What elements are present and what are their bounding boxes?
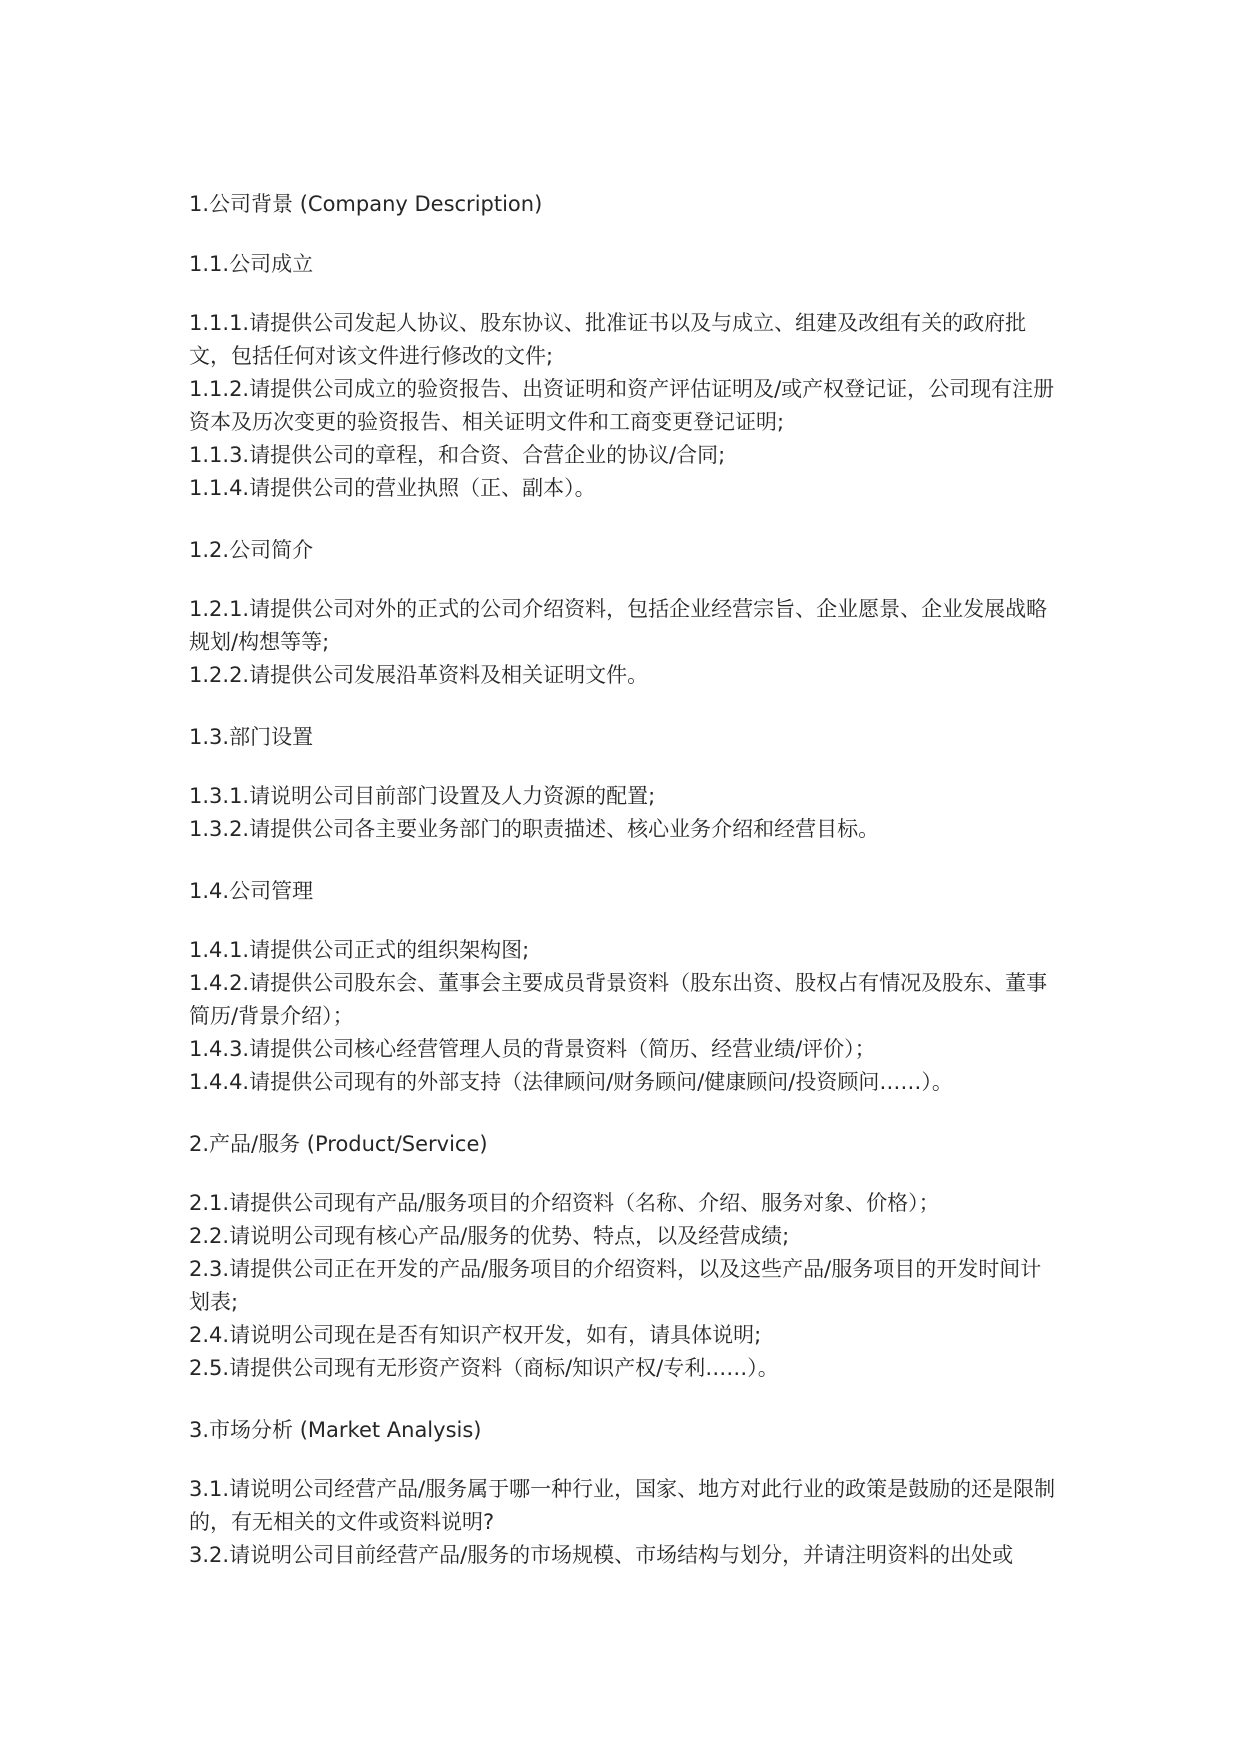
- section-heading: 1.公司背景 (Company Description): [189, 192, 543, 216]
- list-item: 1.2.1.请提供公司对外的正式的公司介绍资料，包括企业经营宗旨、企业愿景、企业发展战略规划/构想等等;: [189, 597, 1048, 654]
- list-item: 2.3.请提供公司正在开发的产品/服务项目的介绍资料，以及这些产品/服务项目的开发时间计划表;: [189, 1257, 1042, 1314]
- list-item: 1.4.2.请提供公司股东会、董事会主要成员背景资料（股东出资、股权占有情况及股东、董事简历/背景介绍）；: [189, 971, 1048, 1028]
- list-item: 2.2.请说明公司现有核心产品/服务的优势、特点，以及经营成绩;: [189, 1224, 790, 1248]
- item-list: [189, 1187, 1059, 1385]
- list-item: 1.2.2.请提供公司发展沿革资料及相关证明文件。: [189, 663, 649, 687]
- item-list: [189, 307, 1059, 505]
- item-list: [189, 1473, 1059, 1572]
- list-item: 3.2.请说明公司目前经营产品/服务的市场规模、市场结构与划分，并请注明资料的出处或: [189, 1543, 1014, 1567]
- section-market-analysis: [189, 1413, 1059, 1572]
- section-heading: 3.市场分析 (Market Analysis): [189, 1418, 482, 1442]
- document-page: [189, 187, 1059, 1572]
- list-item: 1.1.4.请提供公司的营业执照（正、副本）。: [189, 476, 596, 500]
- item-list: [189, 934, 1059, 1099]
- list-item: 3.1.请说明公司经营产品/服务属于哪一种行业，国家、地方对此行业的政策是鼓励的还是限制的，有无相关的文件或资料说明?: [189, 1477, 1056, 1534]
- subsection-heading: 1.2.公司简介: [189, 538, 314, 562]
- list-item: 1.3.1.请说明公司目前部门设置及人力资源的配置;: [189, 784, 656, 808]
- list-item: 1.3.2.请提供公司各主要业务部门的职责描述、核心业务介绍和经营目标。: [189, 817, 880, 841]
- item-list: [189, 780, 1059, 846]
- list-item: 2.5.请提供公司现有无形资产资料（商标/知识产权/专利……）。: [189, 1356, 779, 1380]
- list-item: 1.4.4.请提供公司现有的外部支持（法律顾问/财务顾问/健康顾问/投资顾问……）。: [189, 1070, 953, 1094]
- subsection-heading: 1.4.公司管理: [189, 879, 314, 903]
- subsection-heading: 1.1.公司成立: [189, 252, 314, 276]
- item-list: [189, 593, 1059, 692]
- list-item: 1.1.3.请提供公司的章程，和合资、合营企业的协议/合同;: [189, 443, 726, 467]
- list-item: 1.1.1.请提供公司发起人协议、股东协议、批准证书以及与成立、组建及改组有关的政府批文，包括任何对该文件进行修改的文件;: [189, 311, 1027, 368]
- list-item: 2.4.请说明公司现在是否有知识产权开发，如有，请具体说明;: [189, 1323, 762, 1347]
- list-item: 1.4.1.请提供公司正式的组织架构图;: [189, 938, 530, 962]
- section-company-description: [189, 187, 1059, 1127]
- section-product-service: [189, 1127, 1059, 1413]
- list-item: 1.4.3.请提供公司核心经营管理人员的背景资料（简历、经营业绩/评价）；: [189, 1037, 876, 1061]
- list-item: 1.1.2.请提供公司成立的验资报告、出资证明和资产评估证明及/或产权登记证，公司现有注册资本及历次变更的验资报告、相关证明文件和工商变更登记证明;: [189, 377, 1055, 434]
- subsection-heading: 1.3.部门设置: [189, 725, 314, 749]
- list-item: 2.1.请提供公司现有产品/服务项目的介绍资料（名称、介绍、服务对象、价格）；: [189, 1191, 940, 1215]
- section-heading: 2.产品/服务 (Product/Service): [189, 1132, 488, 1156]
